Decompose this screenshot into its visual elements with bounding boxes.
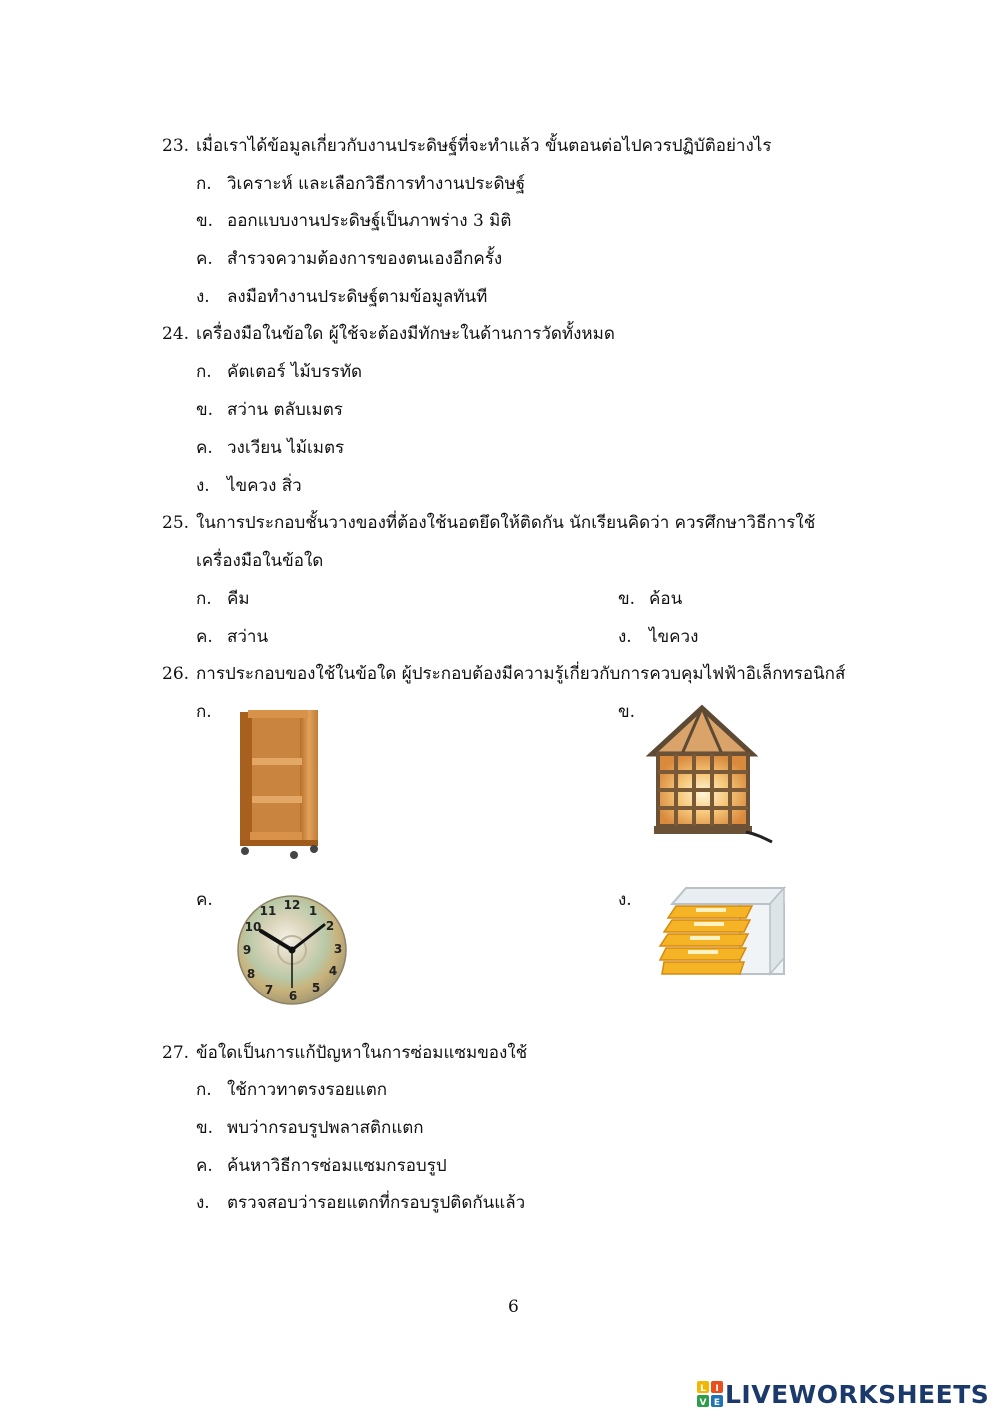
question-number: 25. bbox=[162, 513, 190, 533]
question-number: 23. bbox=[162, 136, 190, 156]
clock-numeral: 1 bbox=[308, 904, 318, 918]
option-letter: ง. bbox=[618, 627, 632, 647]
clock-numeral: 12 bbox=[283, 898, 301, 912]
svg-text:L: L bbox=[700, 1384, 706, 1394]
option-text: วงเวียน ไม้เมตร bbox=[227, 438, 345, 458]
clock-numeral: 8 bbox=[246, 967, 256, 981]
liveworksheets-icon bbox=[697, 1381, 723, 1407]
watermark-text: LIVEWORKSHEETS bbox=[725, 1379, 990, 1409]
option-text: คัตเตอร์ ไม้บรรทัด bbox=[227, 362, 363, 382]
option-letter: ง. bbox=[196, 287, 210, 307]
question-text: การประกอบของใช้ในข้อใด ผู้ประกอบต้องมีความรู้เกี่ยวกับการควบคุมไฟฟ้าอิเล็กทรอนิกส์ bbox=[196, 664, 846, 684]
option-letter: ค. bbox=[196, 890, 213, 910]
svg-text:V: V bbox=[699, 1398, 707, 1407]
clock-numeral: 9 bbox=[242, 943, 252, 957]
option-text: สว่าน bbox=[227, 627, 269, 647]
question-text: เมื่อเราได้ข้อมูลเกี่ยวกับงานประดิษฐ์ที่จะทำแล้ว ขั้นตอนต่อไปควรปฏิบัติอย่างไร bbox=[196, 136, 772, 156]
option-letter: ข. bbox=[196, 211, 214, 231]
clock-numeral: 11 bbox=[259, 904, 277, 918]
clock-numeral: 6 bbox=[288, 989, 298, 1003]
option-letter: ก. bbox=[196, 1080, 212, 1100]
page-number: 6 bbox=[508, 1297, 519, 1317]
option-text: วิเคราะห์ และเลือกวิธีการทำงานประดิษฐ์ bbox=[227, 174, 526, 194]
option-letter: ค. bbox=[196, 249, 213, 269]
bookshelf-image bbox=[236, 708, 322, 862]
option-text: ตรวจสอบว่ารอยแตกที่กรอบรูปติดกันแล้ว bbox=[227, 1193, 526, 1213]
option-text: สว่าน ตลับเมตร bbox=[227, 400, 343, 420]
drawer-organizer-image bbox=[656, 884, 788, 980]
question-number: 24. bbox=[162, 324, 190, 344]
option-letter: ค. bbox=[196, 627, 213, 647]
option-letter: ข. bbox=[196, 400, 214, 420]
option-letter: ก. bbox=[196, 589, 212, 609]
question-text-continued: เครื่องมือในข้อใด bbox=[196, 551, 324, 571]
option-letter: ค. bbox=[196, 438, 213, 458]
clock-numeral: 3 bbox=[333, 942, 343, 956]
option-letter: ก. bbox=[196, 174, 212, 194]
question-number: 26. bbox=[162, 664, 190, 684]
option-letter: ง. bbox=[618, 890, 632, 910]
clock-numeral: 5 bbox=[311, 981, 321, 995]
option-text: ไขควง bbox=[649, 627, 699, 647]
lamp-image bbox=[646, 704, 774, 844]
liveworksheets-logo bbox=[697, 1380, 989, 1408]
option-letter: ง. bbox=[196, 476, 210, 496]
question-number: 27. bbox=[162, 1043, 190, 1063]
svg-text:I: I bbox=[715, 1384, 719, 1394]
clock-numeral: 4 bbox=[328, 964, 338, 978]
option-letter: ข. bbox=[618, 702, 636, 722]
option-letter: ก. bbox=[196, 362, 212, 382]
option-text: ลงมือทำงานประดิษฐ์ตามข้อมูลทันที bbox=[227, 287, 488, 307]
option-letter: ค. bbox=[196, 1156, 213, 1176]
option-letter: ง. bbox=[196, 1193, 210, 1213]
svg-text:E: E bbox=[713, 1398, 721, 1407]
option-text: คีม bbox=[227, 589, 250, 609]
clock-numeral: 7 bbox=[264, 983, 274, 997]
option-letter: ข. bbox=[618, 589, 636, 609]
option-text: ค้นหาวิธีการซ่อมแซมกรอบรูป bbox=[227, 1156, 447, 1176]
clock-numeral: 10 bbox=[244, 920, 262, 934]
question-text: ข้อใดเป็นการแก้ปัญหาในการซ่อมแซมของใช้ bbox=[196, 1043, 528, 1063]
option-text: ออกแบบงานประดิษฐ์เป็นภาพร่าง 3 มิติ bbox=[227, 211, 512, 231]
option-text: พบว่ากรอบรูปพลาสติกแตก bbox=[227, 1118, 424, 1138]
option-text: ไขควง สิ่ว bbox=[227, 476, 302, 496]
option-letter: ก. bbox=[196, 702, 212, 722]
question-text: เครื่องมือในข้อใด ผู้ใช้จะต้องมีทักษะในด้านการวัดทั้งหมด bbox=[196, 324, 615, 344]
option-text: สำรวจความต้องการของตนเองอีกครั้ง bbox=[227, 249, 503, 269]
question-text: ในการประกอบชั้นวางของที่ต้องใช้นอตยึดให้ติดกัน นักเรียนคิดว่า ควรศึกษาวิธีการใช้ bbox=[196, 513, 816, 533]
clock-image bbox=[235, 894, 349, 1006]
option-text: ใช้กาวทาตรงรอยแตก bbox=[227, 1080, 388, 1100]
option-letter: ข. bbox=[196, 1118, 214, 1138]
option-text: ค้อน bbox=[649, 589, 683, 609]
clock-numeral: 2 bbox=[325, 919, 335, 933]
